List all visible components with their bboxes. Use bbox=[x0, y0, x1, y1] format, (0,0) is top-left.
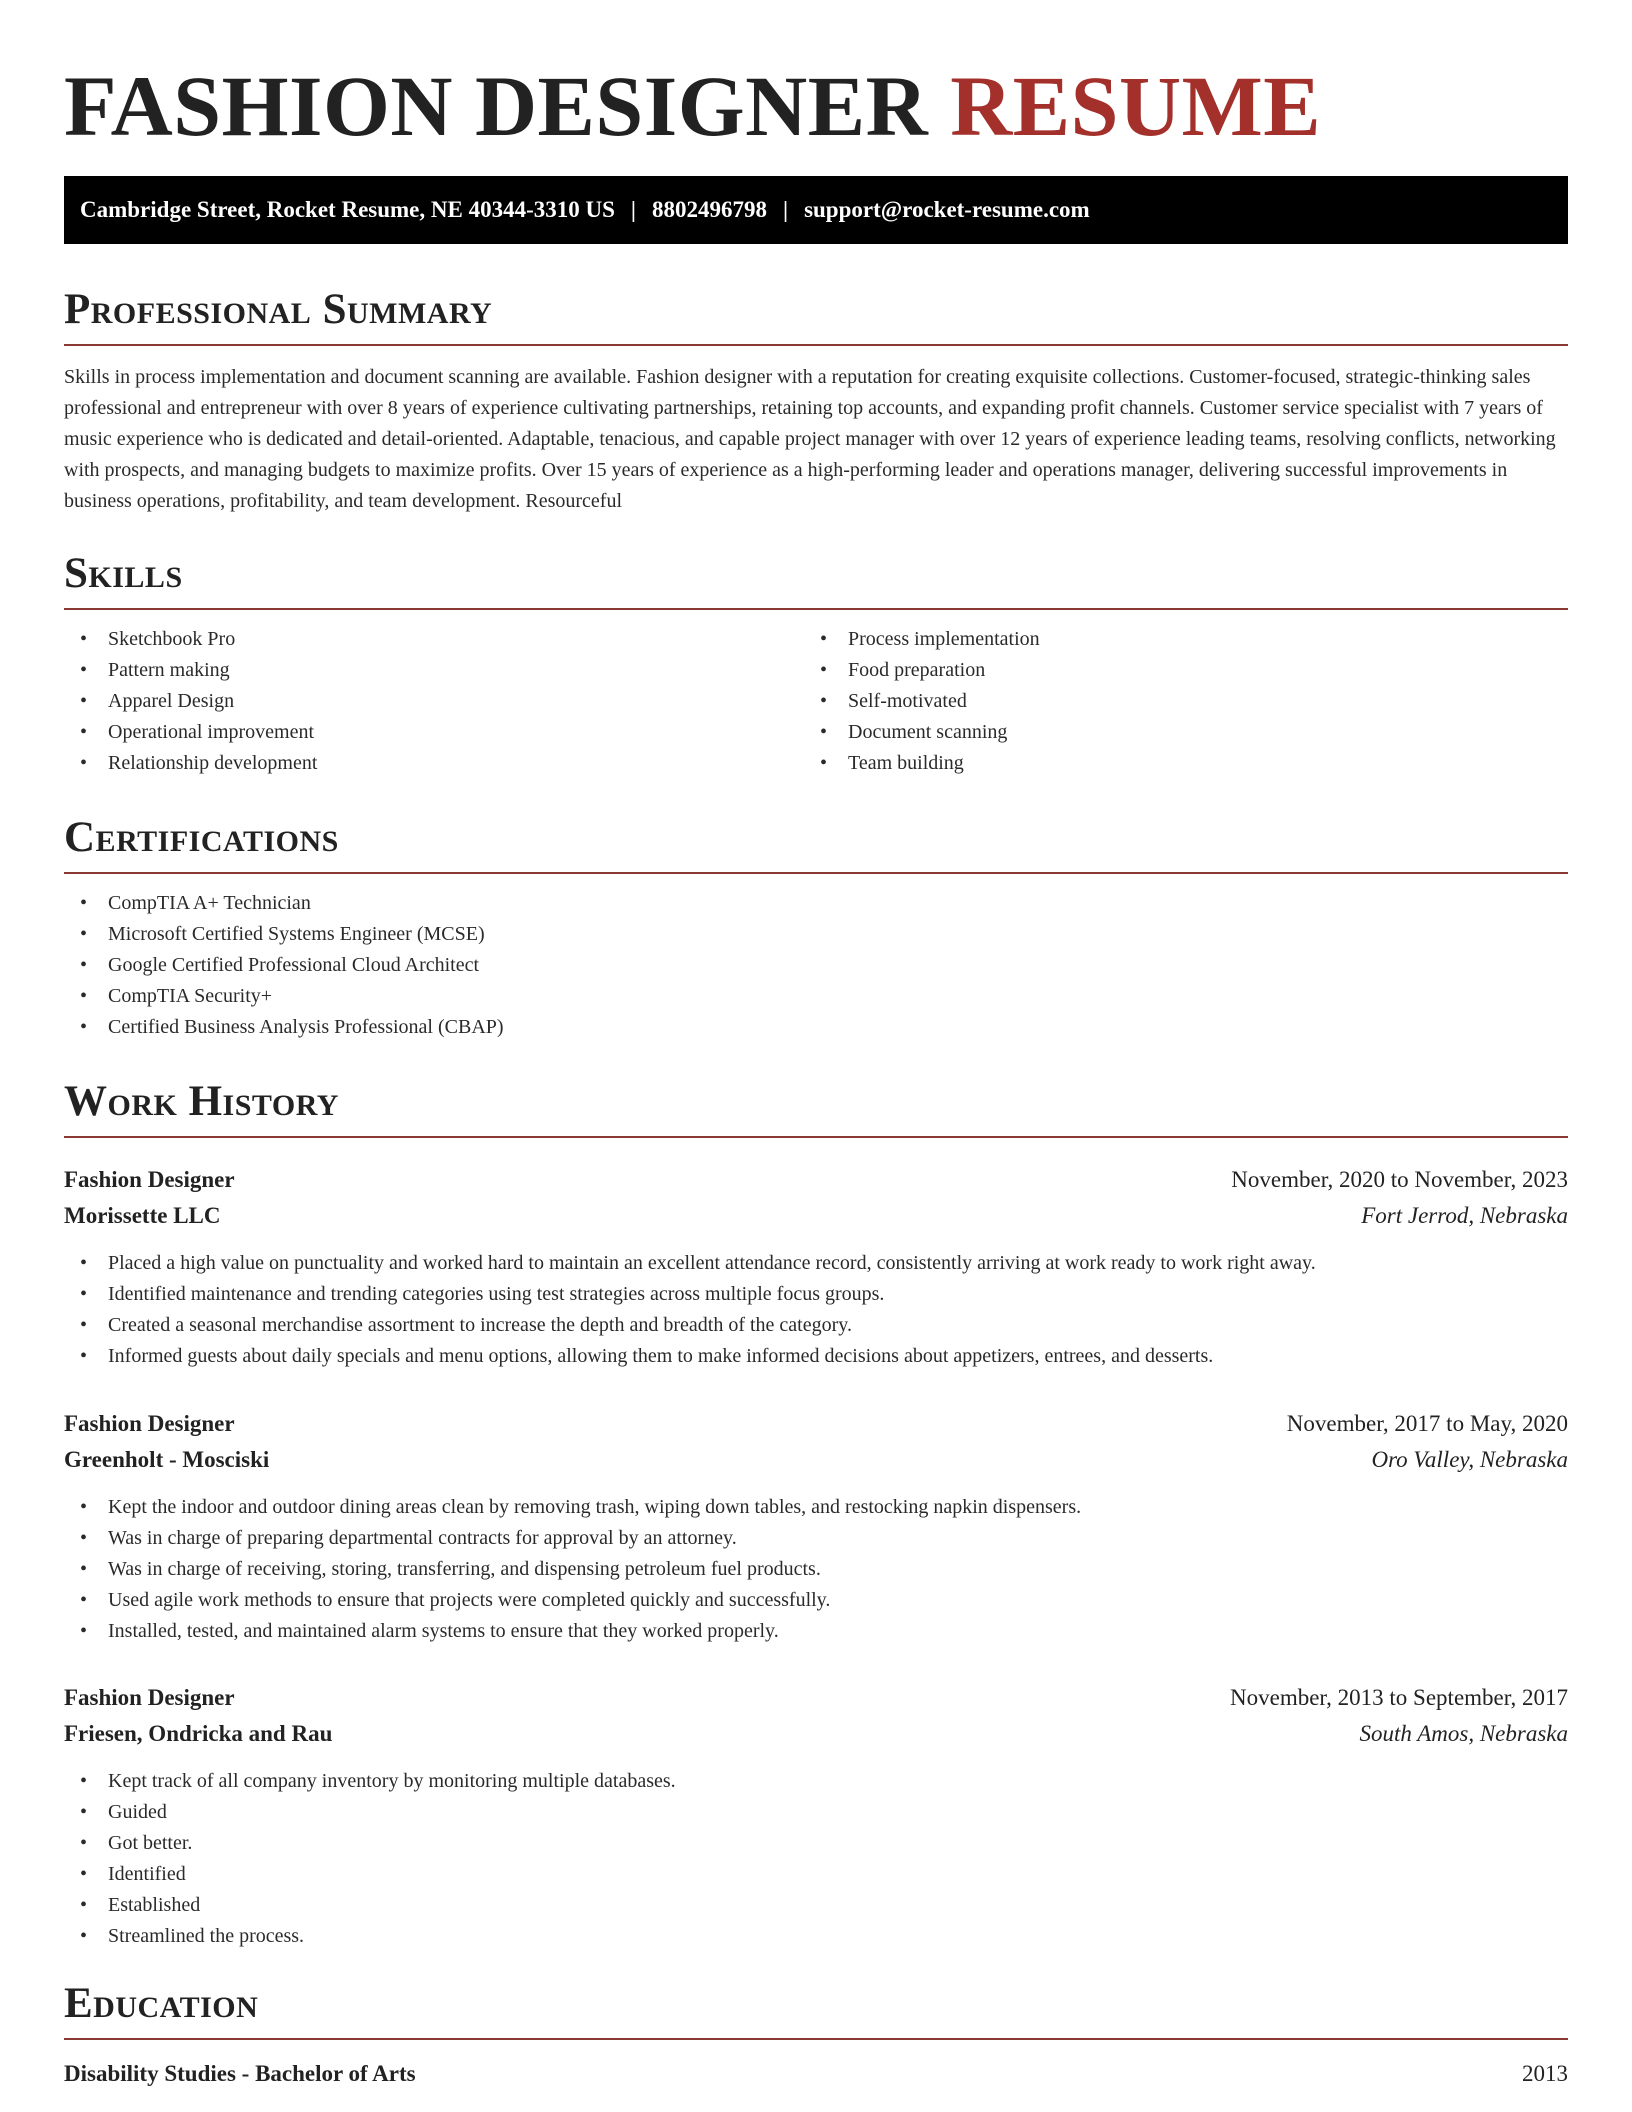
skill-item: • Food preparation bbox=[804, 655, 1544, 686]
job-entry bbox=[64, 1680, 1568, 1952]
section-divider bbox=[64, 2038, 1568, 2040]
certifications-list bbox=[64, 888, 1568, 1043]
job-entry bbox=[64, 1406, 1568, 1647]
skill-item: • Pattern making bbox=[64, 655, 804, 686]
skill-item: • Process implementation bbox=[804, 624, 1544, 655]
job-company: Morissette LLC bbox=[64, 1203, 221, 1228]
skill-item: • Apparel Design bbox=[64, 686, 804, 717]
job-bullet: • Identified maintenance and trending categories using test strategies across multiple focus groups. bbox=[64, 1279, 1568, 1310]
summary-text: Skills in process implementation and document scanning are available. Fashion designer with a reputation for creating exquisite collections. Customer-focused, strategic-thinking sales professional and entrepreneur with over 8 years of experience cultivating partnerships, retaining top accounts, and expanding profit channels. Customer service specialist with 7 years of music experience who is dedicated and detail-oriented. Adaptable, tenacious, and capable project manager with over 12 years of experience leading teams, resolving conflicts, networking with prospects, and managing budgets to maximize profits. Over 15 years of experience as a high-performing leader and operations manager, delivering successful improvements in business operations, profitability, and team development. Resourceful bbox=[64, 366, 1556, 512]
job-dates: November, 2017 to May, 2020 bbox=[1286, 1411, 1568, 1436]
job-title: Fashion Designer bbox=[64, 1411, 235, 1436]
job-company: Friesen, Ondricka and Rau bbox=[64, 1721, 333, 1746]
section-heading: Skills bbox=[64, 550, 183, 597]
skill-item: • Relationship development bbox=[64, 748, 804, 779]
job-bullet: • Established bbox=[64, 1890, 1568, 1921]
skill-item: • Operational improvement bbox=[64, 717, 804, 748]
section-heading: Work History bbox=[64, 1078, 339, 1125]
job-entry bbox=[64, 1162, 1568, 1372]
contact-email[interactable]: support@rocket-resume.com bbox=[804, 197, 1090, 222]
certifications-section bbox=[64, 812, 1568, 1043]
contact-bar bbox=[64, 176, 1568, 244]
section-heading: Education bbox=[64, 1980, 259, 2027]
section-heading: Certifications bbox=[64, 814, 339, 861]
education-year: 2013 bbox=[1522, 2061, 1568, 2086]
certification-item: • Microsoft Certified Systems Engineer (MCSE) bbox=[64, 919, 1568, 950]
skill-item: • Document scanning bbox=[804, 717, 1544, 748]
skill-item: • Team building bbox=[804, 748, 1544, 779]
job-header bbox=[64, 1406, 1568, 1442]
section-divider bbox=[64, 1136, 1568, 1138]
section-divider bbox=[64, 608, 1568, 610]
skill-item: • Self-motivated bbox=[804, 686, 1544, 717]
job-bullet: • Created a seasonal merchandise assortment to increase the depth and breadth of the category. bbox=[64, 1310, 1568, 1341]
job-bullet: • Placed a high value on punctuality and worked hard to maintain an excellent attendance record, consistently arriving at work ready to work right away. bbox=[64, 1248, 1568, 1279]
contact-phone: 8802496798 bbox=[651, 197, 767, 222]
job-bullet: • Installed, tested, and maintained alarm systems to ensure that they worked properly. bbox=[64, 1616, 1568, 1647]
job-bullet: • Guided bbox=[64, 1797, 1568, 1828]
job-title: Fashion Designer bbox=[64, 1685, 235, 1710]
job-location: Oro Valley, Nebraska bbox=[1371, 1447, 1568, 1472]
job-location: Fort Jerrod, Nebraska bbox=[1361, 1203, 1568, 1228]
certification-item: • CompTIA A+ Technician bbox=[64, 888, 1568, 919]
job-bullets bbox=[64, 1248, 1568, 1372]
job-bullet: • Used agile work methods to ensure that projects were completed quickly and successfully. bbox=[64, 1585, 1568, 1616]
skills-section bbox=[64, 548, 1568, 779]
education-section bbox=[64, 1978, 1568, 2092]
job-bullet: • Kept track of all company inventory by monitoring multiple databases. bbox=[64, 1766, 1568, 1797]
contact-address: Cambridge Street, Rocket Resume, NE 40344-3310 US bbox=[80, 197, 615, 222]
job-subheader bbox=[64, 1442, 1568, 1478]
job-bullets bbox=[64, 1766, 1568, 1952]
job-header bbox=[64, 1162, 1568, 1198]
skill-item: • Sketchbook Pro bbox=[64, 624, 804, 655]
certification-item: • CompTIA Security+ bbox=[64, 981, 1568, 1012]
job-bullet: • Was in charge of receiving, storing, transferring, and dispensing petroleum fuel products. bbox=[64, 1554, 1568, 1585]
skills-list-right bbox=[804, 624, 1544, 779]
certification-item: • Google Certified Professional Cloud Architect bbox=[64, 950, 1568, 981]
contact-separator: | bbox=[630, 197, 636, 222]
job-bullets bbox=[64, 1492, 1568, 1647]
section-divider bbox=[64, 344, 1568, 346]
job-bullet: • Was in charge of preparing departmental contracts for approval by an attorney. bbox=[64, 1523, 1568, 1554]
title-main: FASHION DESIGNER bbox=[64, 58, 929, 154]
summary-section bbox=[64, 284, 1568, 517]
section-divider bbox=[64, 872, 1568, 874]
job-bullet: • Got better. bbox=[64, 1828, 1568, 1859]
job-bullet: • Kept the indoor and outdoor dining areas clean by removing trash, wiping down tables, and restocking napkin dispensers. bbox=[64, 1492, 1568, 1523]
job-location: South Amos, Nebraska bbox=[1359, 1721, 1568, 1746]
job-bullet: • Streamlined the process. bbox=[64, 1921, 1568, 1952]
job-bullet: • Identified bbox=[64, 1859, 1568, 1890]
contact-separator: | bbox=[782, 197, 789, 222]
title-accent: RESUME bbox=[950, 58, 1322, 154]
skills-list-left bbox=[64, 624, 804, 779]
education-row bbox=[64, 2056, 1568, 2092]
education-degree: Disability Studies - Bachelor of Arts bbox=[64, 2061, 416, 2086]
job-dates: November, 2020 to November, 2023 bbox=[1231, 1167, 1568, 1192]
job-company: Greenholt - Mosciski bbox=[64, 1447, 270, 1472]
certification-item: • Certified Business Analysis Professional (CBAP) bbox=[64, 1012, 1568, 1043]
job-dates: November, 2013 to September, 2017 bbox=[1230, 1685, 1568, 1710]
resume-title bbox=[64, 56, 1321, 156]
skills-columns bbox=[64, 624, 1568, 779]
work-history-section bbox=[64, 1076, 1568, 1138]
section-heading: Professional Summary bbox=[64, 286, 493, 333]
job-title: Fashion Designer bbox=[64, 1167, 235, 1192]
job-subheader bbox=[64, 1198, 1568, 1234]
job-header bbox=[64, 1680, 1568, 1716]
job-bullet: • Informed guests about daily specials and menu options, allowing them to make informed decisions about appetizers, entrees, and desserts. bbox=[64, 1341, 1568, 1372]
job-subheader bbox=[64, 1716, 1568, 1752]
